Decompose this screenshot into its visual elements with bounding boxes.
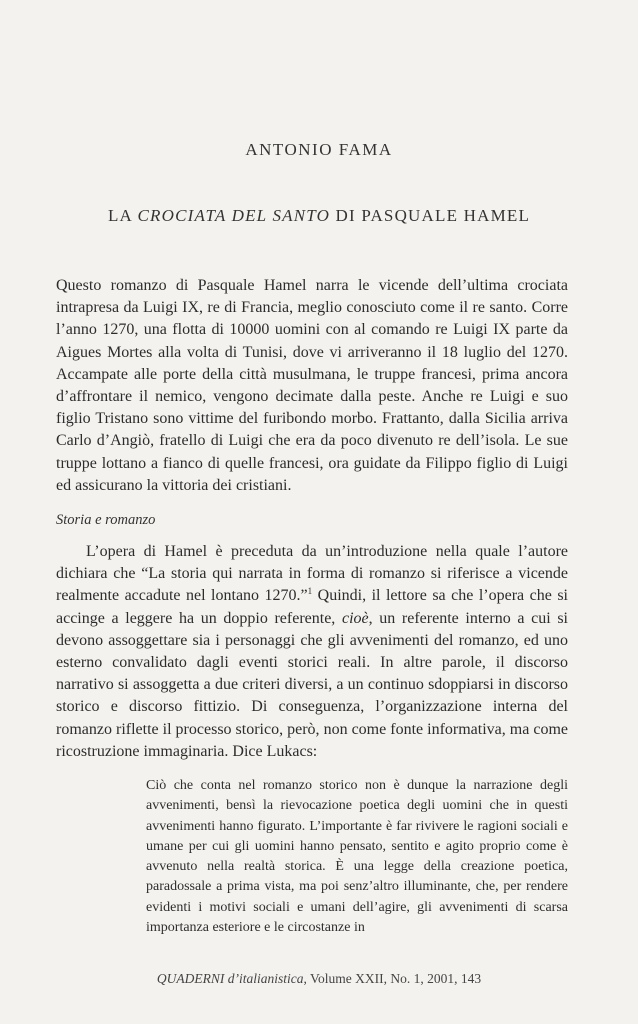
paragraph-storia [56, 541, 568, 763]
journal-subtitle: d’italianistica [224, 971, 304, 986]
citation-details: , Volume XXII, No. 1, 2001, 143 [303, 971, 482, 986]
paragraph-part-3: , un referente interno a cui si devono assoggettare sia i personaggi che gli avvenimenti del romanzo, ed uno esterno convalidato dagli eventi storici reali. In altre parole, il discorso narrativo si assoggetta a due criteri diversi, a un continuo sdoppiarsi in discorso storico e discorso fittizio. Di conseguenza, l’organizzazione interna del romanzo riflette il processo storico, però, non come fonte informativa, ma come ricostruzione immaginaria. Dice Lukacs: [56, 609, 568, 760]
paragraph-part-1: L’opera di Hamel è preceduta da un’introduzione nella quale l’autore dichiara che “La storia qui narrata in forma di romanzo si riferisce a vicende realmente accadute nel lontano 1270.” [56, 543, 568, 605]
paragraph-part-2: Quindi, il lettore sa che l’opera che si accinge a leggere ha un doppio referente, [56, 587, 568, 627]
author-name: ANTONIO FAMA [245, 140, 393, 159]
title-suffix: DI PASQUALE HAMEL [330, 206, 531, 225]
section-heading: Storia e romanzo [56, 512, 156, 528]
title-prefix: LA [107, 206, 138, 225]
title-work: CROCIATA DEL SANTO [137, 206, 331, 225]
article-title [0, 206, 638, 226]
paragraph-intro: Questo romanzo di Pasquale Hamel narra le vicende dell’ultima crociata intrapresa da Luigi IX, re di Francia, meglio conosciuto come il re santo. Corre l’anno 1270, una flotta di 10000 uomini con al comando re Luigi IX parte da Aigues Mortes alla volta di Tunisi, dove vi arriveranno il 18 luglio del 1270. Accampate alle porte della città musulmana, le truppe francesi, prima ancora d’affrontare il nemico, vengono decimate dalla peste. Anche re Luigi e suo figlio Tristano sono vittime del furibondo morbo. Frattanto, dalla Sicilia arriva Carlo d’Angiò, fratello di Luigi che era da poco divenuto re dell’isola. Le sue truppe lottano a fianco di quelle francesi, ora guidate da Filippo figlio di Luigi ed assicurano la vittoria dei cristiani. [56, 277, 568, 494]
page-footer [0, 971, 638, 987]
paragraph-italic-word: cioè [341, 609, 369, 627]
footnote-marker[interactable]: 1 [307, 586, 313, 597]
journal-name: QUADERNI [156, 971, 225, 986]
block-quote: Ciò che conta nel romanzo storico non è dunque la narrazione degli avvenimenti, bensì la rievocazione poetica degli uomini che in questi avvenimenti hanno figurato. L’importante è far rivivere le ragioni sociali e umane per cui gli uomini hanno pensato, sentito e agito proprio come è avvenuto nella realtà storica. È una legge della creazione poetica, paradossale a prima vista, ma poi senz’altro illuminante, che, per rendere evidenti i motivi sociali e umani dell’agire, gli avvenimenti di scarsa importanza esteriore e le circostanze in [146, 778, 568, 936]
